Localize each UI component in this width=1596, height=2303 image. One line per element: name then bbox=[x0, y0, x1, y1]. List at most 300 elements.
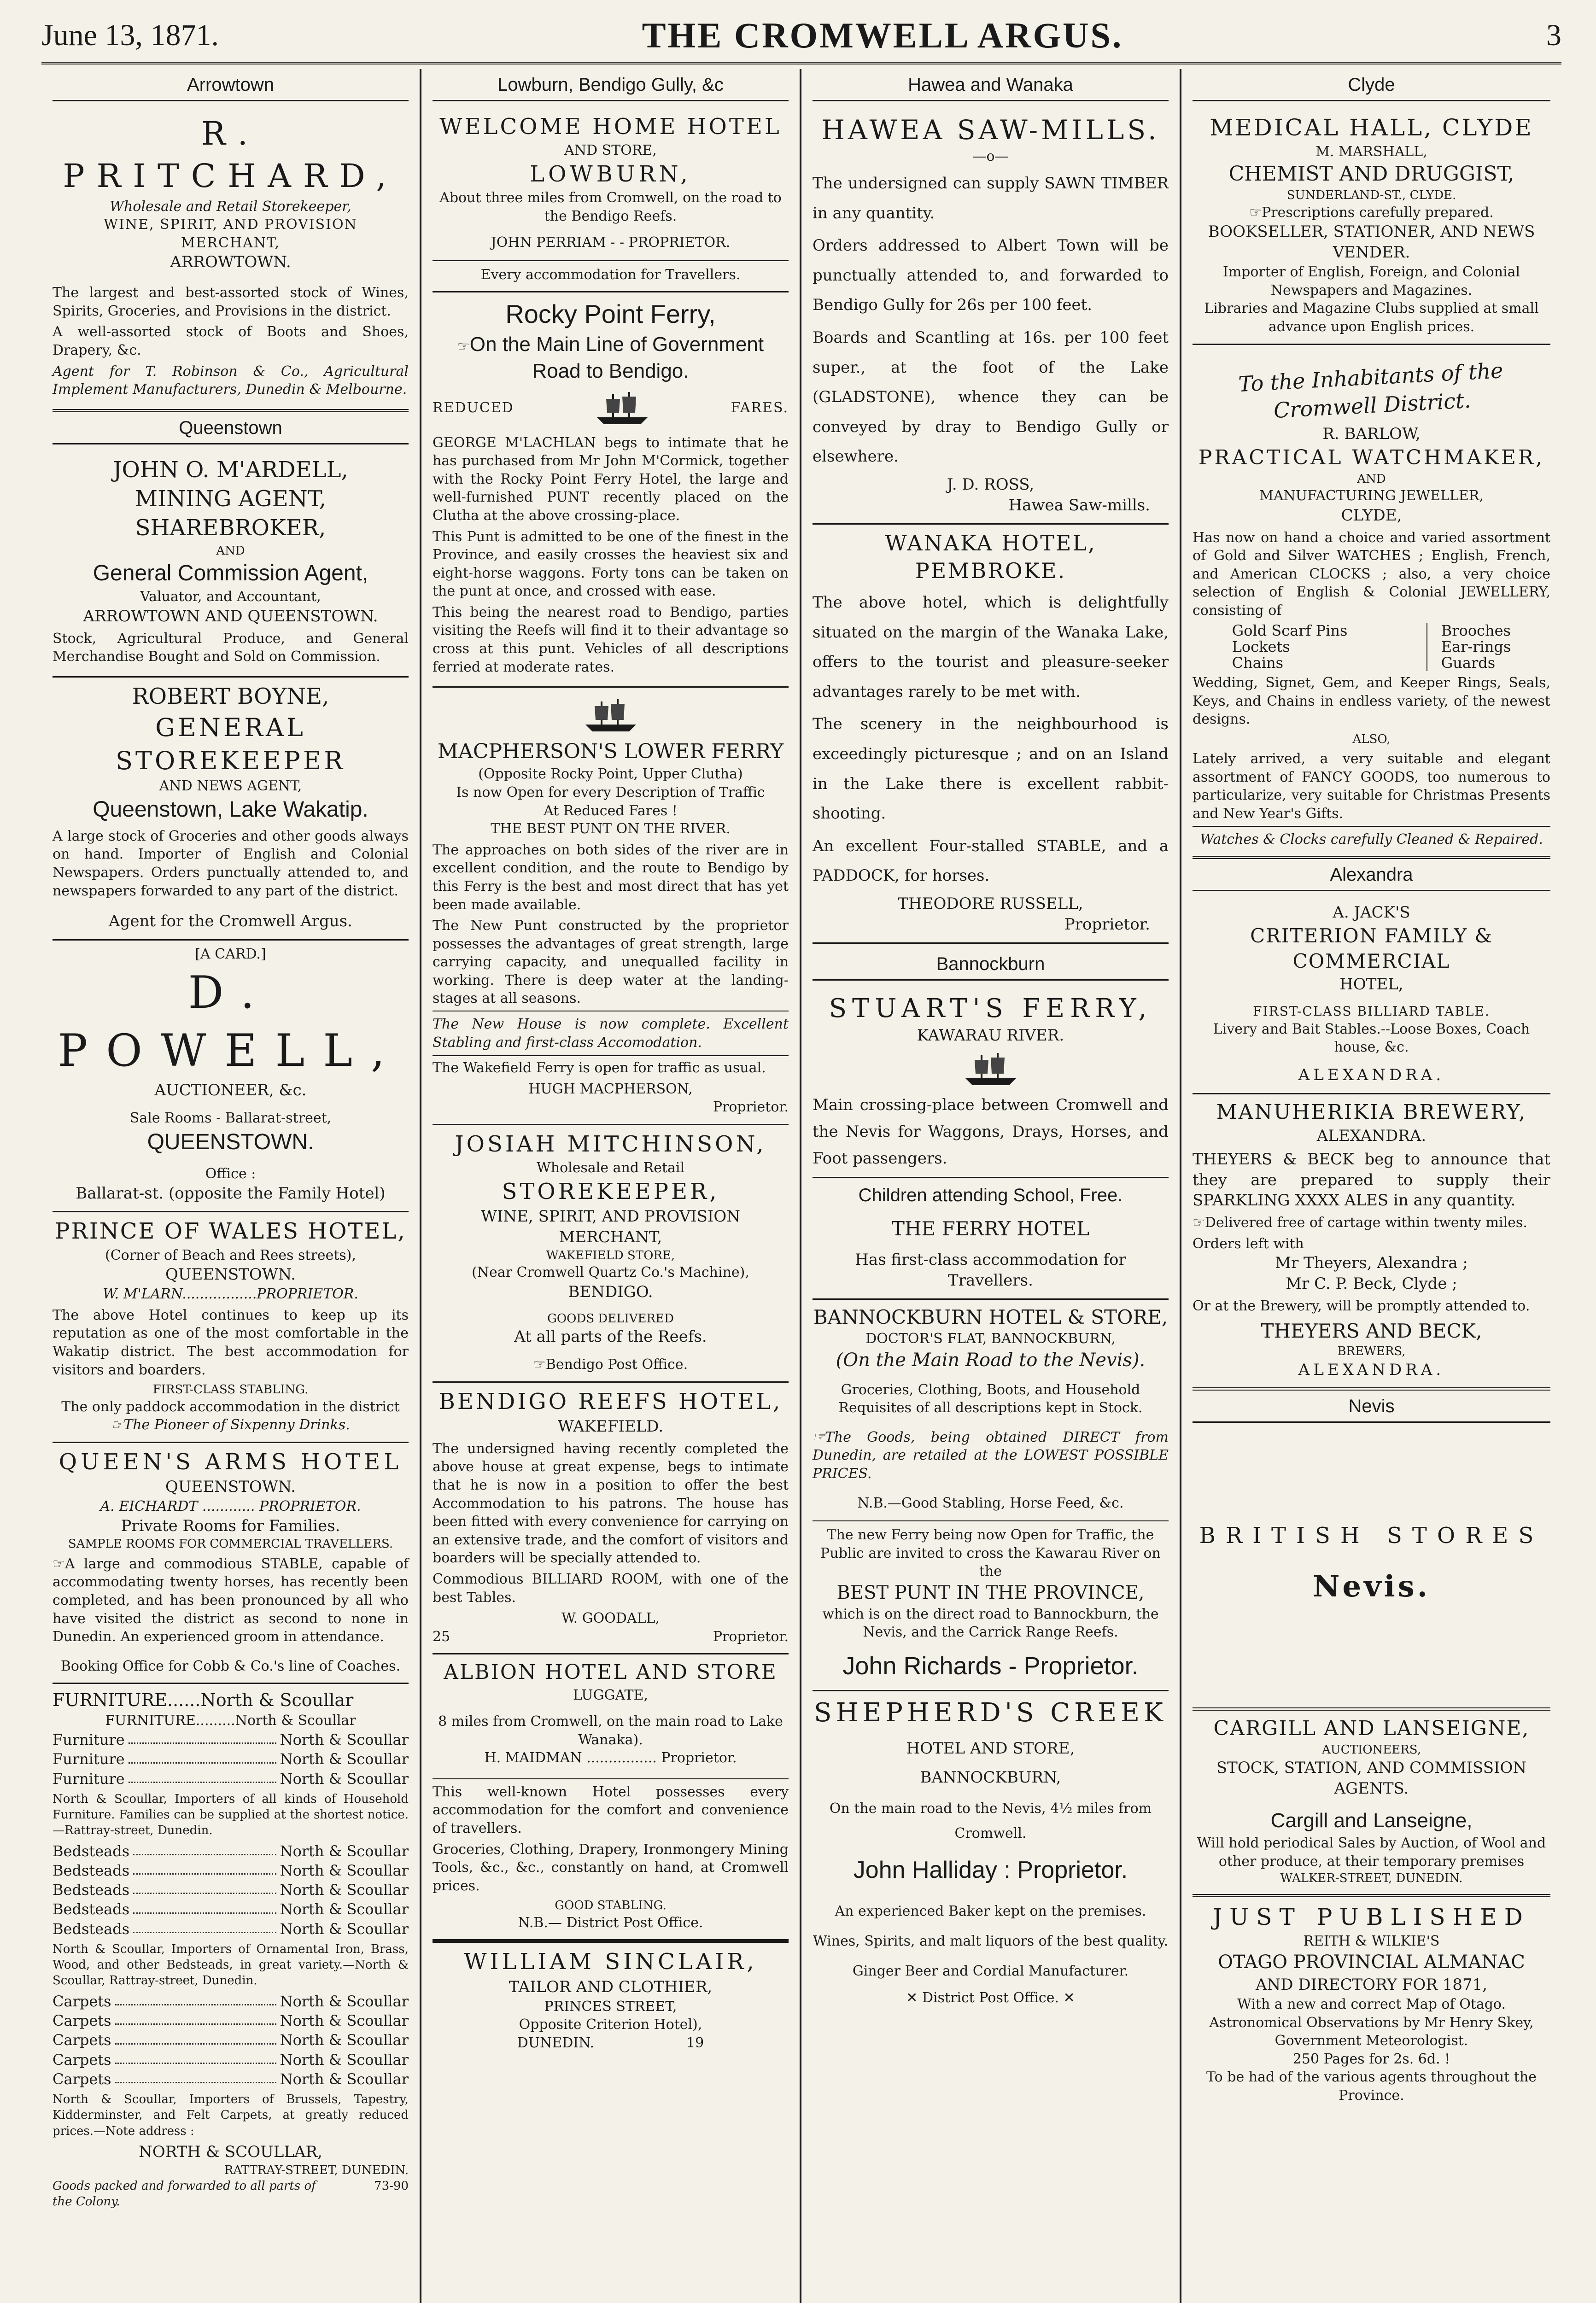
ad-line: RATTRAY-STREET, DUNEDIN. bbox=[224, 2163, 409, 2177]
ad-line: CHEMIST AND DRUGGIST, bbox=[1228, 162, 1514, 186]
list-item-value: North & Scoullar bbox=[280, 2070, 409, 2088]
ad-line: CLYDE, bbox=[1341, 506, 1402, 525]
ad-line: H. MAIDMAN ................ Proprietor. bbox=[484, 1750, 737, 1766]
ad-title: PRINCE OF WALES HOTEL, bbox=[55, 1218, 406, 1245]
ad-paragraph: The New Punt constructed by the proprietor possesses the advantages of great strength, large carrying capacity, and unequalled facility in working. There is deep water at the landing-stages at all seasons. bbox=[433, 918, 789, 1007]
ad-british-stores bbox=[1193, 1429, 1550, 1711]
dot-leader bbox=[115, 2011, 276, 2025]
ad-row bbox=[433, 385, 789, 431]
ad-stuarts-ferry bbox=[813, 987, 1169, 1300]
ad-line: Ballarat-st. (opposite the Family Hotel) bbox=[76, 1184, 386, 1203]
ad-title: BRITISH STORES bbox=[1199, 1523, 1544, 1549]
list-item bbox=[53, 1749, 409, 1769]
ad-title: WILLIAM SINCLAIR, bbox=[464, 1949, 757, 1975]
ad-title: MACPHERSON'S LOWER FERRY bbox=[437, 740, 783, 764]
column-3 bbox=[801, 69, 1181, 2303]
ad-line bbox=[53, 1416, 409, 1434]
ad-paragraph: Astronomical Observations by Mr Henry Skey, Government Meteorologist. bbox=[1209, 2014, 1534, 2049]
ad-line: AND STORE, bbox=[564, 142, 657, 159]
ad-paragraph: Commodious BILLIARD ROOM, with one of the best Tables. bbox=[433, 1571, 789, 1606]
ad-paragraph: North & Scoullar, Importers of Ornamental Iron, Brass, Wood, and other Bedsteads, in great variety.—North & Scoullar, Rattray-street, Dunedin. bbox=[53, 1942, 409, 1988]
ad-line: SUNDERLAND-ST., CLYDE. bbox=[1286, 188, 1456, 203]
ad-title: A. JACK'S bbox=[1333, 903, 1410, 922]
ad-line: LOWBURN, bbox=[530, 161, 691, 187]
ad-paragraph: The Wakefield Ferry is open for traffic as usual. bbox=[433, 1060, 766, 1076]
ad-line: HUGH MACPHERSON, bbox=[528, 1081, 693, 1097]
ad-welcome-home-hotel bbox=[433, 108, 789, 293]
section-heading-alexandra: Alexandra bbox=[1193, 859, 1550, 891]
list-item-label: Bedsteads bbox=[53, 1920, 130, 1938]
ad-line: A. EICHARDT ............ PROPRIETOR. bbox=[100, 1498, 361, 1514]
ad-wanaka-hotel bbox=[813, 525, 1169, 944]
list-item-value: North & Scoullar bbox=[280, 2031, 409, 2049]
list-item-label: Furniture bbox=[53, 1770, 125, 1788]
ad-paragraph: The undersigned having recently completed the above house at great expense, begs to intimate that he is now in a position to offer the best Accommodation to his patrons. The house has been fitted with every convenience for carrying on an extensive trade, and the comfort of visitors and boarders will be specially attended to. bbox=[433, 1440, 789, 1567]
ad-paragraph: With a new and correct Map of Otago. bbox=[1237, 1996, 1506, 2013]
ad-paragraph: Boards and Scantling at 16s. per 100 feet super., at the foot of the Lake (GLADSTONE), whence they can be conveyed by dray to Bendigo Gully or elsewhere. bbox=[813, 328, 1169, 466]
ad-line: AUCTIONEER, &c. bbox=[154, 1081, 307, 1100]
list-item: Ear-rings bbox=[1441, 637, 1511, 655]
ad-paragraph: The approaches on both sides of the river are in excellent condition, and the route to Bendigo by this Ferry is the best and most direct that has yet been made available. bbox=[433, 842, 789, 913]
ad-line: At all parts of the Reefs. bbox=[514, 1327, 707, 1346]
ad-line: WALKER-STREET, DUNEDIN. bbox=[1280, 1871, 1463, 1886]
newspaper-title: THE CROMWELL ARGUS. bbox=[642, 15, 1123, 55]
ad-title: D. POWELL, bbox=[58, 966, 403, 1077]
ad-line: M. MARSHALL, bbox=[1315, 143, 1427, 160]
ad-line: ARROWTOWN AND QUEENSTOWN. bbox=[83, 607, 378, 625]
ad-footer bbox=[433, 2034, 789, 2052]
ad-paragraph: Importer of English, Foreign, and Colonial Newspapers and Magazines. bbox=[1222, 264, 1520, 298]
ad-paragraph: Agent for the Cromwell Argus. bbox=[109, 912, 352, 931]
page-number: 3 bbox=[1546, 18, 1561, 53]
ad-line: AND DIRECTORY FOR 1871, bbox=[1255, 1976, 1488, 1994]
ad-reference: 25 bbox=[433, 1628, 450, 1645]
ad-rocky-point-ferry bbox=[433, 292, 789, 688]
dot-leader bbox=[115, 2050, 276, 2064]
section-heading-clyde: Clyde bbox=[1193, 69, 1550, 101]
ad-paragraph bbox=[813, 1428, 1169, 1483]
ad-text: On the Main Line of Government Road to Bendigo. bbox=[469, 333, 764, 383]
ad-line: THEODORE RUSSELL, bbox=[898, 894, 1083, 913]
ad-paragraph: Main crossing-place between Cromwell and the Nevis for Waggons, Drays, Horses, and Foot passengers. bbox=[813, 1096, 1169, 1168]
ad-line: ALEXANDRA. bbox=[1316, 1126, 1426, 1145]
ad-line: THE BEST PUNT ON THE RIVER. bbox=[491, 821, 731, 837]
ad-line: DOCTOR'S FLAT, BANNOCKBURN, bbox=[865, 1331, 1116, 1347]
ad-paragraph bbox=[53, 1555, 409, 1646]
ad-paragraph: This well-known Hotel possesses every accommodation for the comfort and convenience of travellers. bbox=[433, 1778, 789, 1838]
ad-title: Rocky Point Ferry, bbox=[505, 299, 716, 329]
ad-line: JOHN PERRIAM - - PROPRIETOR. bbox=[491, 234, 731, 251]
ad-title: CARGILL AND LANSEIGNE, bbox=[1213, 1717, 1530, 1741]
list-item-value: North & Scoullar bbox=[280, 2012, 409, 2030]
ad-medical-hall bbox=[1193, 108, 1550, 345]
pointing-hand-icon: ☞ bbox=[53, 1555, 65, 1572]
section-heading-arrowtown: Arrowtown bbox=[53, 69, 409, 101]
ad-paragraph bbox=[1193, 1214, 1550, 1232]
ad-line: (Opposite Rocky Point, Upper Clutha) bbox=[478, 766, 743, 783]
ad-line: WAKEFIELD STORE, bbox=[546, 1249, 675, 1263]
ad-line: LUGGATE, bbox=[573, 1687, 648, 1703]
ad-line: Orders left with bbox=[1193, 1235, 1304, 1252]
ad-line: Office : bbox=[205, 1165, 256, 1182]
section-heading-bannockburn: Bannockburn bbox=[813, 948, 1169, 981]
list-item: Chains bbox=[1232, 654, 1284, 672]
dot-leader bbox=[115, 1992, 276, 2005]
dot-leader bbox=[133, 1919, 276, 1933]
ad-paragraph: An excellent Four-stalled STABLE, and a PADDOCK, for horses. bbox=[813, 836, 1169, 885]
ad-line: Proprietor. bbox=[713, 1628, 789, 1645]
list-item bbox=[53, 2011, 409, 2030]
ad-paragraph: Groceries, Clothing, Drapery, Ironmongery Mining Tools, &c., &c., constantly on hand, at Cromwell prices. bbox=[433, 1841, 789, 1894]
ad-paragraph: which is on the direct road to Bannockburn, the Nevis, and the Carrick Range Reefs. bbox=[822, 1606, 1159, 1641]
ad-line: Hawea Saw-mills. bbox=[1008, 496, 1150, 514]
ad-bendigo-reefs-hotel bbox=[433, 1383, 789, 1655]
list-item-label: Carpets bbox=[53, 2051, 111, 2069]
furniture-rows bbox=[53, 1730, 409, 1789]
ad-reference: 73-90 bbox=[374, 2179, 409, 2193]
ad-line: STOCK, STATION, AND COMMISSION AGENTS. bbox=[1216, 1759, 1527, 1798]
ad-paragraph: Has now on hand a choice and varied assortment of Gold and Silver WATCHES ; English, French, and American CLOCKS ; also, a very choice selection of English & Colonial JEWELLERY, consisting of bbox=[1193, 529, 1550, 619]
ad-paragraph: Libraries and Magazine Clubs supplied at small advance upon English prices. bbox=[1204, 300, 1539, 335]
ad-jacks-criterion bbox=[1193, 898, 1550, 1094]
pointing-hand-icon: ☞ bbox=[457, 339, 470, 355]
ad-line: REDUCED bbox=[433, 399, 514, 416]
list-item-label: Furniture bbox=[53, 1731, 125, 1749]
ad-line: [A CARD.] bbox=[195, 946, 266, 963]
ad-curved-heading: To the Inhabitants of the Cromwell District. bbox=[1238, 357, 1504, 423]
ad-title: WANAKA HOTEL, PEMBROKE. bbox=[885, 530, 1096, 584]
ad-paragraph: The largest and best-assorted stock of Wines, Spirits, Groceries, and Provisions in the district. bbox=[53, 285, 409, 319]
list-item: Lockets bbox=[1232, 637, 1290, 655]
list-item bbox=[53, 1861, 409, 1880]
ad-line: QUEENSTOWN. bbox=[147, 1129, 314, 1154]
list-item-value: North & Scoullar bbox=[280, 1731, 409, 1749]
ad-line: BANNOCKBURN, bbox=[920, 1768, 1061, 1787]
ad-line: GOOD STABLING. bbox=[555, 1899, 666, 1913]
dot-leader bbox=[115, 2069, 276, 2083]
ad-paragraph: An experienced Baker kept on the premises. bbox=[835, 1903, 1146, 1920]
ad-albion-hotel bbox=[433, 1654, 789, 1941]
list-item-label: Carpets bbox=[53, 1992, 111, 2010]
section-heading-nevis: Nevis bbox=[1193, 1391, 1550, 1423]
ad-hawea-saw-mills bbox=[813, 108, 1169, 525]
list-item: Gold Scarf Pins bbox=[1232, 621, 1348, 639]
ad-manuherikia-brewery bbox=[1193, 1094, 1550, 1391]
ad-paragraph: A large stock of Groceries and other goods always on hand. Importer of English and Colonial Newspapers. Orders punctually attended to, and newspapers forwarded to any part of the district. bbox=[53, 828, 409, 899]
pointing-hand-icon: ☞ bbox=[1249, 204, 1262, 221]
list-item bbox=[53, 2069, 409, 2089]
ad-line: TAILOR AND CLOTHIER, bbox=[509, 1977, 713, 1996]
ad-line: (On the Main Road to the Nevis). bbox=[836, 1349, 1146, 1371]
section-heading-lowburn: Lowburn, Bendigo Gully, &c bbox=[433, 69, 789, 101]
ad-line: Proprietor. bbox=[1064, 915, 1150, 934]
list-item-label: Bedsteads bbox=[53, 1881, 130, 1899]
ad-line: THEYERS AND BECK, bbox=[1261, 1319, 1482, 1342]
ad-line: Is now Open for every Description of Traffic bbox=[456, 784, 765, 801]
ad-queens-arms bbox=[53, 1443, 409, 1684]
ad-line: MANUFACTURING JEWELLER, bbox=[1259, 488, 1484, 504]
ad-line: AND bbox=[1357, 472, 1386, 486]
list-item-label: Bedsteads bbox=[53, 1842, 130, 1860]
dot-leader bbox=[133, 1880, 276, 1894]
ad-line: Cargill and Lanseigne, bbox=[1270, 1809, 1473, 1832]
ad-line: MINING AGENT, SHAREBROKER, bbox=[135, 485, 326, 541]
ad-title: BANNOCKBURN HOTEL & STORE, bbox=[813, 1305, 1168, 1328]
dot-leader bbox=[133, 1861, 276, 1875]
dot-leader bbox=[129, 1769, 276, 1783]
ad-title: FURNITURE......North & Scoullar bbox=[53, 1690, 354, 1711]
ad-line: BOOKSELLER, STATIONER, AND NEWS VENDER. bbox=[1208, 222, 1535, 262]
list-item-value: North & Scoullar bbox=[280, 1842, 409, 1860]
ad-line: ALSO, bbox=[1352, 732, 1391, 746]
ad-paragraph: Watches & Clocks carefully Cleaned & Repaired. bbox=[1193, 826, 1550, 849]
ad-line: QUEENSTOWN. bbox=[165, 1265, 296, 1284]
ad-paragraph: N.B.—Good Stabling, Horse Feed, &c. bbox=[857, 1495, 1124, 1511]
pointing-hand-icon: ☞ bbox=[111, 1417, 124, 1433]
pointing-hand-icon: ☞ bbox=[813, 1429, 825, 1445]
ship-icon bbox=[581, 697, 641, 734]
ad-line bbox=[1193, 204, 1550, 222]
ad-boyne bbox=[53, 678, 409, 941]
issue-date: June 13, 1871. bbox=[41, 18, 219, 53]
ad-line: W. M'LARN.................PROPRIETOR. bbox=[103, 1286, 358, 1303]
ad-line: KAWARAU RIVER. bbox=[917, 1026, 1064, 1045]
ad-line: John Halliday : Proprietor. bbox=[853, 1856, 1128, 1883]
ad-title: MANUHERIKIA BREWERY, bbox=[1216, 1100, 1527, 1124]
ad-line: NORTH & SCOULLAR, bbox=[139, 2142, 322, 2161]
ad-paragraph: The above hotel, which is delightfully situated on the margin of the Wanaka Lake, offers to the tourist and pleasure-seeker advantages rarely to be met with. bbox=[813, 593, 1169, 701]
ad-line: BREWERS, bbox=[1337, 1344, 1406, 1359]
ad-paragraph: Stock, Agricultural Produce, and General Merchandise Bought and Sold on Commission. bbox=[53, 630, 409, 665]
ad-line: CRITERION FAMILY & COMMERCIAL bbox=[1250, 924, 1493, 973]
ad-text: The Pioneer of Sixpenny Drinks. bbox=[123, 1417, 350, 1433]
ad-footer bbox=[53, 2178, 409, 2210]
ad-paragraph: This Punt is admitted to be one of the finest in the Province, and easily crosses the heaviest six and eight-horse waggons. Forty tons can be taken on the punt at once, and crossed with ease. bbox=[433, 528, 789, 600]
ad-line: N.B.— District Post Office. bbox=[518, 1914, 703, 1931]
list-item bbox=[53, 1900, 409, 1919]
ad-line: Mr Theyers, Alexandra ; bbox=[1275, 1254, 1468, 1273]
ad-line: ARROWTOWN. bbox=[170, 253, 291, 272]
ship-icon bbox=[592, 390, 652, 427]
ad-text: District Post Office. bbox=[922, 1989, 1059, 2006]
ad-line: Wholesale and Retail bbox=[536, 1160, 685, 1176]
ad-line: PRACTICAL WATCHMAKER, bbox=[1198, 445, 1545, 469]
dot-leader bbox=[115, 2030, 276, 2044]
list-item-label: Furniture bbox=[53, 1750, 125, 1768]
ad-title: SHEPHERD'S CREEK bbox=[814, 1698, 1167, 1728]
ad-line: WAKEFIELD. bbox=[557, 1417, 664, 1436]
ad-paragraph: GEORGE M'LACHLAN begs to intimate that he has purchased from Mr John M'Cormick, together with the Rocky Point Ferry Hotel, the large and well-furnished PUNT recently placed on the Clutha at the above crossing-place. bbox=[433, 434, 789, 524]
column-4 bbox=[1181, 69, 1561, 2303]
ad-line: Valuator, and Accountant, bbox=[140, 589, 321, 605]
ad-paragraph: The undersigned can supply SAWN TIMBER in any quantity. bbox=[813, 174, 1169, 222]
cross-icon: ✕ bbox=[906, 1989, 922, 2006]
list-item-value: North & Scoullar bbox=[280, 2051, 409, 2069]
ad-line: Every accommodation for Travellers. bbox=[433, 260, 789, 284]
ad-paragraph: Livery and Bait Stables.--Loose Boxes, Coach house, &c. bbox=[1213, 1021, 1530, 1056]
ad-paragraph: On the main road to the Nevis, 4½ miles from Cromwell. bbox=[829, 1800, 1152, 1841]
ad-text: A large and commodious STABLE, capable of accommodating twenty horses, has recently been completed, and has been pronounced by all who have visited the district as second to none in Dunedin. An experienced groom in attendance. bbox=[53, 1555, 409, 1645]
ad-paragraph: To be had of the various agents throughout the Province. bbox=[1206, 2069, 1537, 2104]
dot-leader bbox=[133, 1841, 276, 1855]
ad-line: FURNITURE.........North & Scoullar bbox=[105, 1713, 356, 1729]
ad-line: John Richards - Proprietor. bbox=[842, 1652, 1139, 1680]
list-item-value: North & Scoullar bbox=[280, 1920, 409, 1938]
ad-paragraph: 8 miles from Cromwell, on the main road to Lake Wanaka). bbox=[438, 1713, 783, 1748]
ad-line: FIRST-CLASS BILLIARD TABLE. bbox=[1253, 1003, 1490, 1019]
carpet-rows bbox=[53, 1992, 409, 2089]
ad-title: QUEEN'S ARMS HOTEL bbox=[58, 1449, 403, 1475]
ad-line: GOODS DELIVERED bbox=[547, 1311, 674, 1326]
ad-macpherson-ferry bbox=[433, 688, 789, 1125]
ad-footer bbox=[433, 1628, 789, 1646]
ad-line: 250 Pages for 2s. 6d. ! bbox=[1292, 2051, 1450, 2067]
ad-title: STUART'S FERRY, bbox=[829, 993, 1152, 1023]
list-item: Brooches bbox=[1441, 621, 1511, 639]
ad-line: J. D. ROSS, bbox=[947, 475, 1035, 494]
masthead bbox=[41, 9, 1561, 64]
ad-mardell bbox=[53, 451, 409, 678]
ad-line: THE FERRY HOTEL bbox=[891, 1217, 1090, 1240]
ad-title: JOSIAH MITCHINSON, bbox=[455, 1131, 766, 1157]
ad-title: MEDICAL HALL, CLYDE bbox=[1210, 114, 1533, 141]
list-item bbox=[53, 1919, 409, 1939]
bedstead-rows bbox=[53, 1841, 409, 1939]
ad-paragraph: The only paddock accommodation in the district bbox=[61, 1398, 400, 1415]
list-item-value: North & Scoullar bbox=[280, 1750, 409, 1768]
ad-paragraph: The New House is now complete. Excellent Stabling and first-class Accomodation. bbox=[433, 1011, 789, 1056]
list-item-label: Carpets bbox=[53, 2012, 111, 2030]
ad-mitchinson bbox=[433, 1125, 789, 1383]
ad-line bbox=[433, 331, 789, 385]
ad-paragraph: Has first-class accommodation for Travellers. bbox=[855, 1250, 1126, 1290]
ad-bannockburn-hotel bbox=[813, 1300, 1169, 1691]
ad-otago-almanac bbox=[1193, 1897, 1550, 2112]
jewellery-list bbox=[1193, 623, 1550, 672]
ad-powell bbox=[53, 941, 409, 1212]
dot-leader bbox=[133, 1900, 276, 1913]
list-item bbox=[53, 1841, 409, 1861]
ad-line: Mr C. P. Beck, Clyde ; bbox=[1286, 1274, 1457, 1293]
ad-paragraph: About three miles from Cromwell, on the road to the Bendigo Reefs. bbox=[439, 190, 782, 224]
ad-line: Sale Rooms - Ballarat-street, bbox=[129, 1110, 332, 1126]
ad-title: ALBION HOTEL AND STORE bbox=[444, 1660, 778, 1684]
ship-icon bbox=[961, 1051, 1021, 1087]
ad-paragraph: The scenery in the neighbourhood is exceedingly picturesque ; and on an Island in the Lake there is excellent rabbit-shooting. bbox=[813, 715, 1169, 823]
ad-cargill-lanseigne bbox=[1193, 1711, 1550, 1897]
ad-paragraph: Booking Office for Cobb & Co.'s line of Coaches. bbox=[60, 1658, 401, 1674]
ad-line: Queenstown, Lake Wakatip. bbox=[93, 797, 368, 822]
ad-barlow bbox=[1193, 345, 1550, 859]
ad-paragraph: Orders addressed to Albert Town will be punctually attended to, and forwarded to Bendigo Gully for 26s per 100 feet. bbox=[813, 236, 1169, 315]
ad-line: W. GOODALL, bbox=[561, 1610, 660, 1627]
ad-title: JUST PUBLISHED bbox=[1213, 1903, 1530, 1930]
ad-title: JOHN O. M'ARDELL, bbox=[113, 456, 348, 483]
ad-line: Proprietor. bbox=[713, 1099, 789, 1116]
list-item bbox=[53, 1769, 409, 1789]
ad-text: Bendigo Post Office. bbox=[545, 1356, 688, 1373]
ad-title: R. BARLOW, bbox=[1322, 424, 1421, 443]
ad-line: DUNEDIN. bbox=[517, 2034, 595, 2051]
ad-paragraph: Ginger Beer and Cordial Manufacturer. bbox=[852, 1963, 1129, 1979]
ad-text: The Goods, being obtained DIRECT from Dunedin, are retailed at the LOWEST POSSIBLE PRICES. bbox=[813, 1429, 1169, 1482]
ad-paragraph: This being the nearest road to Bendigo, parties visiting the Reefs will find it to their advantage so cross at this punt. Vehicles of all descriptions ferried at moderate rates. bbox=[433, 604, 789, 675]
ad-line bbox=[813, 1989, 1169, 2007]
ad-title: WELCOME HOME HOTEL bbox=[439, 113, 782, 140]
ad-line: ALEXANDRA. bbox=[1298, 1065, 1445, 1084]
ad-paragraph: North & Scoullar, Importers of all kinds of Household Furniture. Families can be supplied at the shortest notice.—Rattray-street, Dunedin. bbox=[53, 1792, 409, 1838]
ad-paragraph: Wedding, Signet, Gem, and Keeper Rings, Seals, Keys, and Chains in endless variety, of the newest designs. bbox=[1193, 675, 1550, 728]
list-item bbox=[53, 1992, 409, 2011]
ad-prince-of-wales bbox=[53, 1212, 409, 1443]
ad-paragraph: Or at the Brewery, will be promptly attended to. bbox=[1193, 1298, 1530, 1315]
ad-paragraph: The new Ferry being now Open for Traffic, the Public are invited to cross the Kawarau River on the bbox=[813, 1520, 1169, 1581]
jewellery-list-left bbox=[1232, 623, 1348, 672]
ad-line: —o— bbox=[972, 148, 1009, 165]
ad-line: AUCTIONEERS, bbox=[1322, 1743, 1421, 1757]
ad-line: HOTEL AND STORE, bbox=[906, 1739, 1075, 1758]
ad-line: HOTEL, bbox=[1339, 975, 1403, 994]
ad-title: R. PRITCHARD, bbox=[63, 114, 398, 195]
list-item-label: Bedsteads bbox=[53, 1900, 130, 1918]
ad-line: FARES. bbox=[731, 399, 789, 416]
ad-line: Opposite Criterion Hotel), bbox=[519, 2017, 702, 2033]
list-item bbox=[53, 2030, 409, 2050]
ad-line: General Commission Agent, bbox=[93, 561, 368, 585]
ad-line: Nevis. bbox=[1312, 1569, 1431, 1604]
ad-line: WINE, SPIRIT, AND PROVISION MERCHANT, bbox=[104, 216, 357, 251]
ad-reference: 19 bbox=[686, 2034, 704, 2051]
ad-text: Prescriptions carefully prepared. bbox=[1262, 204, 1494, 221]
ad-line: GENERAL STOREKEEPER bbox=[116, 713, 345, 775]
list-item-label: Carpets bbox=[53, 2031, 111, 2049]
ad-line: SAMPLE ROOMS FOR COMMERCIAL TRAVELLERS. bbox=[68, 1537, 393, 1551]
ad-shepherds-creek bbox=[813, 1691, 1169, 2014]
ad-paragraph: Will hold periodical Sales by Auction, of Wool and other produce, at their temporary premises bbox=[1197, 1835, 1546, 1870]
jewellery-list-right bbox=[1426, 623, 1511, 672]
ad-line: OTAGO PROVINCIAL ALMANAC bbox=[1218, 1952, 1525, 1973]
ad-line: (Near Cromwell Quartz Co.'s Machine), bbox=[472, 1264, 749, 1281]
ad-line: AND NEWS AGENT, bbox=[159, 777, 302, 794]
cross-icon: ✕ bbox=[1059, 1989, 1075, 2006]
pointing-hand-icon: ☞ bbox=[533, 1356, 546, 1373]
ad-line bbox=[433, 1356, 789, 1374]
dot-leader bbox=[129, 1749, 276, 1763]
ad-paragraph: Lately arrived, a very suitable and elegant assortment of FANCY GOODS, too numerous to particularize, very suitable for Christmas Presents and New Year's Gifts. bbox=[1193, 751, 1550, 822]
list-item bbox=[53, 2050, 409, 2069]
column-2 bbox=[421, 69, 801, 2303]
column-1 bbox=[41, 69, 421, 2303]
ad-line: Children attending School, Free. bbox=[813, 1177, 1169, 1208]
ad-line: (Corner of Beach and Rees streets), bbox=[105, 1247, 357, 1263]
ad-line: STOREKEEPER, bbox=[502, 1178, 719, 1204]
ad-text: Delivered free of cartage within twenty miles. bbox=[1204, 1215, 1527, 1231]
ad-line: FIRST-CLASS STABLING. bbox=[152, 1383, 309, 1397]
page-columns bbox=[41, 69, 1561, 2303]
section-heading-queenstown: Queenstown bbox=[53, 412, 409, 444]
list-item-value: North & Scoullar bbox=[280, 1900, 409, 1918]
ad-paragraph: The above Hotel continues to keep up its reputation as one of the most comfortable in the Wakatip district. The best accommodation for visitors and boarders. bbox=[53, 1307, 409, 1378]
list-item-value: North & Scoullar bbox=[280, 1861, 409, 1879]
pointing-hand-icon: ☞ bbox=[1193, 1215, 1205, 1231]
ad-title: HAWEA SAW-MILLS. bbox=[821, 114, 1160, 146]
ad-line: At Reduced Fares ! bbox=[544, 802, 678, 819]
ad-line: Goods packed and forwarded to all parts of the Colony. bbox=[53, 2179, 316, 2209]
dot-leader bbox=[129, 1730, 276, 1744]
ad-line: QUEENSTOWN. bbox=[165, 1478, 296, 1496]
list-item-label: Bedsteads bbox=[53, 1861, 130, 1879]
ad-paragraph: Wines, Spirits, and malt liquors of the best quality. bbox=[813, 1933, 1169, 1949]
